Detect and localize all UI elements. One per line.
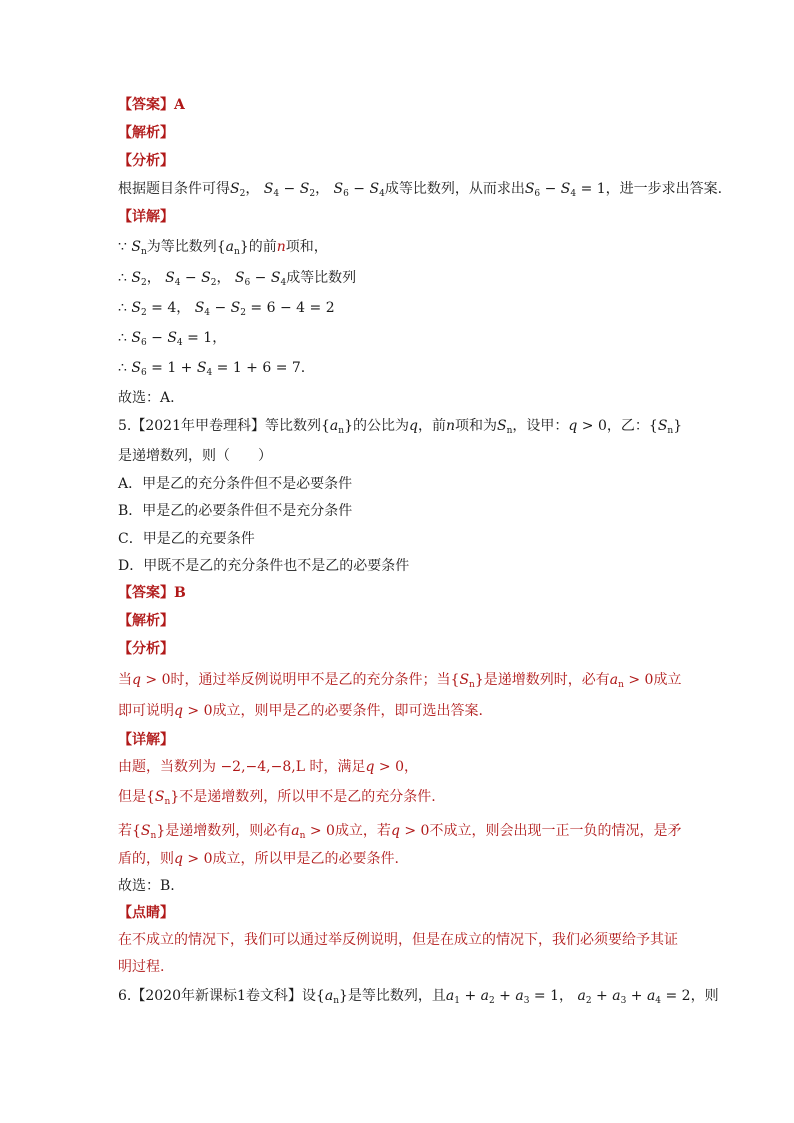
detail-line-3: 若$\{S_n\}$是递增数列，则必有$a_n > 0$成立，若q > 0不成立，则会出现一正一负的情况，是矛: [118, 823, 682, 841]
answer-tag: 【答案】B: [118, 585, 186, 601]
detail-line-2: ∴ $S_2$， $S_4 - S_2$， $S_6 - S_4$成等比数列: [118, 270, 357, 288]
fenxi-line-1: 当q > 0时，通过举反例说明甲不是乙的充分条件；当$\{S_n\}$是递增数列时，必有$a_n > 0$成立: [118, 672, 682, 690]
detail-line-4: ∴ $S_6 - S_4 = 1$，: [118, 330, 227, 348]
question-5-stem-line2: 是递增数列，则（ ）: [118, 448, 272, 464]
detail-line-5: ∴ $S_6 = 1 + S_4 = 1 + 6 = 7$.: [118, 360, 306, 378]
detail-line-1: 由题，当数列为 −2,−4,−8,L 时，满足q > 0，: [118, 759, 418, 775]
detail-line-4: 盾的，则q > 0成立，所以甲是乙的必要条件.: [118, 851, 399, 867]
option-c: C．甲是乙的充要条件: [118, 531, 255, 547]
detail-line-2: 但是$\{S_n\}$不是递增数列，所以甲不是乙的充分条件.: [118, 789, 436, 807]
detail-line-1: ∵ $S_n$为等比数列$\{a_n\}$的前n项和，: [118, 239, 328, 257]
option-b: B．甲是乙的必要条件但不是充分条件: [118, 503, 353, 519]
question-5-stem: 5.【2021年甲卷理科】等比数列$\{a_n\}$的公比为q，前n项和为$S_n$，设甲：q > 0，乙：$\{S_n\}$: [118, 418, 683, 436]
choice-line: 故选：B.: [118, 878, 175, 894]
fenxi-tag: 【分析】: [118, 641, 174, 657]
answer-tag: 【答案】A: [118, 97, 185, 113]
option-d: D．甲既不是乙的充分条件也不是乙的必要条件: [118, 558, 410, 574]
choice-line: 故选：A.: [118, 390, 175, 406]
analysis-tag: 【解析】: [118, 613, 174, 629]
fenxi-tag: 【分析】: [118, 153, 174, 169]
question-6-stem: 6.【2020年新课标1卷文科】设$\{a_n\}$是等比数列，且$a_1 + a_2 + a_3 = 1$， $a_2 + a_3 + a_4 = 2$，则: [118, 988, 719, 1006]
dianjing-line-2: 明过程.: [118, 959, 165, 975]
dianjing-tag: 【点睛】: [118, 905, 174, 921]
option-a: A．甲是乙的充分条件但不是必要条件: [118, 476, 353, 492]
detail-tag: 【详解】: [118, 732, 174, 748]
detail-tag: 【详解】: [118, 209, 174, 225]
analysis-tag: 【解析】: [118, 125, 174, 141]
dianjing-line-1: 在不成立的情况下，我们可以通过举反例说明，但是在成立的情况下，我们必须要给予其证: [118, 932, 678, 948]
fenxi-line-2: 即可说明q > 0成立，则甲是乙的必要条件，即可选出答案.: [118, 703, 483, 719]
detail-line-3: ∴ $S_2 = 4$， $S_4 - S_2 = 6 - 4 = 2$: [118, 300, 335, 318]
fenxi-text: 根据题目条件可得$S_2$， $S_4 - S_2$， $S_6 - S_4$成等比数列，从而求出$S_6 - S_4 = 1$，进一步求出答案.: [118, 181, 723, 199]
